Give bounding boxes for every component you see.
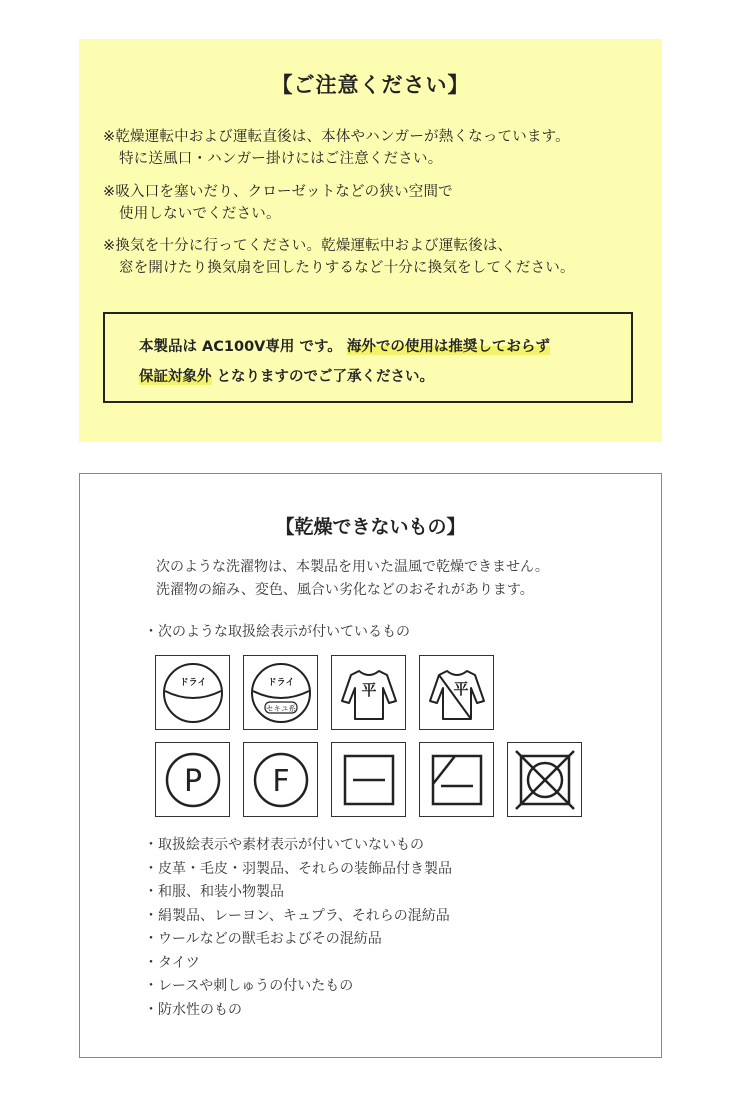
- voltage-notice-part4: となりますのでご了承ください。: [216, 369, 435, 385]
- voltage-notice-highlight-2: 保証対象外: [139, 369, 212, 385]
- caution-note-2-line2: 使用しないでください。: [119, 206, 281, 222]
- list-item: ・ 絹製品、レーヨン、キュプラ、それらの混紡品: [144, 905, 452, 929]
- no-dry-intro-line1: 次のような洗濯物は、本製品を用いた温風で乾燥できません。: [156, 559, 549, 575]
- voltage-notice-part1: 本製品は AC100V専用 です。: [139, 339, 342, 355]
- no-dry-intro: [156, 556, 549, 602]
- f-circle-icon-label: F: [271, 763, 290, 799]
- no-tumble-dry-icon: [507, 742, 582, 817]
- no-dry-item-list: [144, 834, 452, 1022]
- caution-note-1-line2: 特に送風口・ハンガー掛けにはご注意ください。: [119, 151, 443, 167]
- flat-dry-shade-icon-label: 平: [452, 679, 469, 698]
- list-item: ・ 防水性のもの: [144, 999, 452, 1023]
- p-circle-icon: [155, 742, 230, 817]
- list-item: ・ タイツ: [144, 952, 452, 976]
- dry-clean-petroleum-icon: [243, 655, 318, 730]
- dry-clean-petroleum-icon-label-top: ドライ: [267, 677, 294, 688]
- care-label-heading: ・次のような取扱絵表示が付いているもの: [144, 624, 410, 640]
- caution-note-2: [103, 181, 453, 225]
- care-symbol-row-1: [155, 655, 494, 730]
- line-dry-shade-icon: [419, 742, 494, 817]
- no-dry-intro-line2: 洗濯物の縮み、変色、風合い劣化などのおそれがあります。: [156, 582, 534, 598]
- flat-dry-icon: [331, 655, 406, 730]
- caution-title: 【ご注意ください】: [271, 73, 470, 97]
- caution-note-2-line1: ※吸入口を塞いだり、クローゼットなどの狭い空間で: [103, 184, 453, 200]
- caution-panel: [79, 39, 662, 442]
- care-symbol-row-2: [155, 742, 582, 817]
- caution-note-3: [103, 235, 575, 279]
- caution-note-1-line1: ※乾燥運転中および運転直後は、本体やハンガーが熱くなっています。: [103, 129, 570, 145]
- voltage-notice-highlight-1: 海外での使用は推奨しておらず: [346, 339, 550, 355]
- p-circle-icon-label: P: [183, 763, 202, 799]
- dry-clean-icon: [155, 655, 230, 730]
- line-dry-flat-icon: [331, 742, 406, 817]
- caution-note-1: [103, 126, 570, 170]
- voltage-notice-box: [103, 312, 633, 403]
- flat-dry-icon-label: 平: [360, 680, 377, 699]
- dry-clean-icon-label: ドライ: [179, 677, 206, 688]
- list-item: ・ ウールなどの獣毛およびその混紡品: [144, 928, 452, 952]
- list-item: ・ 取扱絵表示や素材表示が付いていないもの: [144, 834, 452, 858]
- list-item: ・ 和服、和装小物製品: [144, 881, 452, 905]
- f-circle-icon: [243, 742, 318, 817]
- caution-note-3-line1: ※換気を十分に行ってください。乾燥運転中および運転後は、: [103, 238, 513, 254]
- dry-clean-petroleum-icon-label-bottom: セキユ系: [265, 703, 296, 713]
- flat-dry-shade-icon: [419, 655, 494, 730]
- no-dry-panel: [79, 473, 662, 1058]
- voltage-notice-text: [139, 332, 619, 392]
- list-item: ・ レースや刺しゅうの付いたもの: [144, 975, 452, 999]
- no-dry-title: 【乾燥できないもの】: [275, 516, 466, 538]
- caution-note-3-line2: 窓を開けたり換気扇を回したりするなど十分に換気をしてください。: [119, 260, 575, 276]
- list-item: ・ 皮革・毛皮・羽製品、それらの装飾品付き製品: [144, 858, 452, 882]
